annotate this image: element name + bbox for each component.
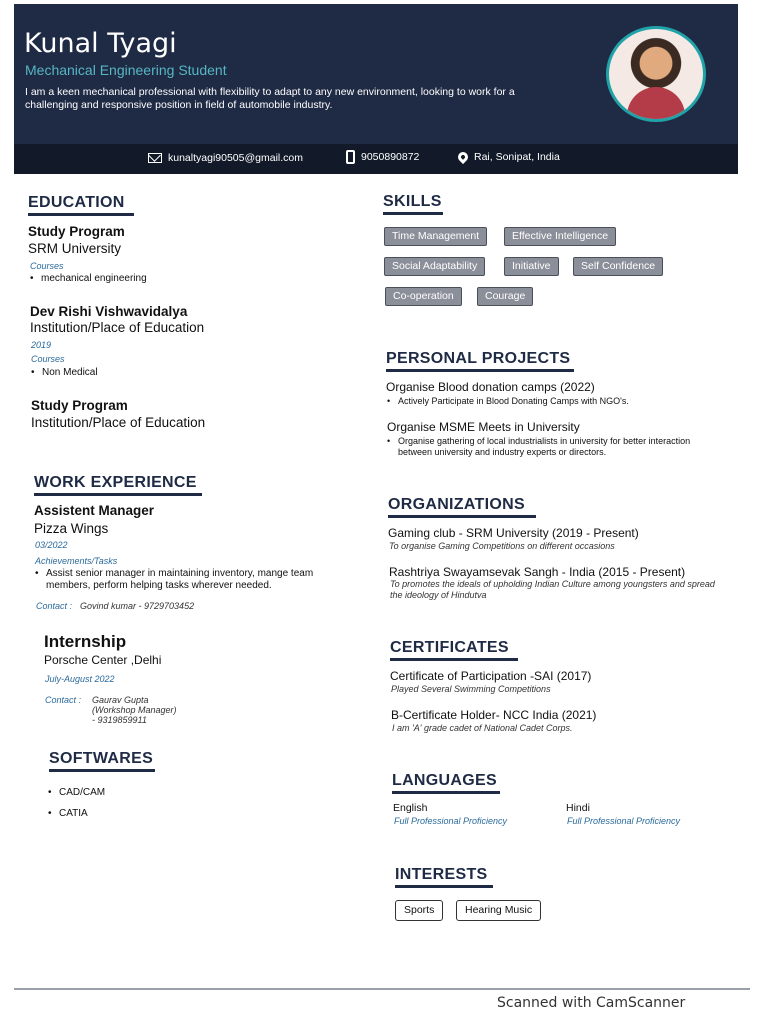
- edu-1-institution: SRM University: [28, 241, 122, 256]
- projects-heading: PERSONAL PROJECTS: [386, 350, 574, 372]
- softwares-heading: SOFTWARES: [49, 750, 155, 772]
- profile-photo: [606, 26, 706, 122]
- phone-text: 9050890872: [361, 151, 420, 163]
- job-2-contact-phone: - 9319859911: [92, 715, 147, 725]
- contact-email[interactable]: [148, 152, 303, 164]
- edu-1-title: Study Program: [28, 224, 125, 239]
- job-1-tasks-label: Achievements/Tasks: [35, 556, 118, 566]
- job-2-title: Internship: [44, 632, 127, 651]
- skill-tag: Initiative: [504, 257, 559, 276]
- resume-header: [14, 4, 738, 144]
- project-1-detail: • Actively Participate in Blood Donating Camps with NGO's.: [387, 396, 629, 407]
- org-2-title: Rashtriya Swayamsevak Sangh - India (2015 - Present): [389, 565, 686, 579]
- language-2-name: Hindi: [566, 802, 590, 814]
- edu-1-course: • mechanical engineering: [30, 273, 147, 285]
- edu-2-institution: Institution/Place of Education: [30, 320, 205, 335]
- project-2-title: Organise MSME Meets in University: [387, 420, 580, 434]
- job-1-task: • Assist senior manager in maintaining inventory, mange team members, perform helping tasks wherever needed.: [35, 568, 345, 592]
- location-pin-icon: [456, 150, 470, 164]
- work-heading: WORK EXPERIENCE: [34, 474, 202, 496]
- skills-heading: SKILLS: [383, 193, 443, 215]
- candidate-role: Mechanical Engineering Student: [25, 62, 227, 78]
- candidate-name: Kunal Tyagi: [24, 28, 177, 59]
- edu-2-title: Dev Rishi Vishwavidalya: [30, 304, 188, 319]
- skill-tag: Co-operation: [385, 287, 462, 306]
- language-2-level: Full Professional Proficiency: [567, 816, 681, 826]
- org-1-detail: To organise Gaming Competitions on different occasions: [389, 541, 615, 551]
- cert-2-title: B-Certificate Holder- NCC India (2021): [391, 708, 597, 722]
- job-1-date: 03/2022: [35, 540, 68, 550]
- job-1-contact: Govind kumar - 9729703452: [80, 601, 195, 611]
- profile-summary: I am a keen mechanical professional with flexibility to adapt to any new environment, looking to work for a challenging and responsive position in field of automobile industry.: [25, 86, 515, 111]
- certificates-heading: CERTIFICATES: [390, 639, 518, 661]
- language-1-name: English: [393, 802, 428, 814]
- software-item: • CAD/CAM: [48, 787, 105, 799]
- job-2-contact-label: Contact :: [45, 695, 82, 705]
- skill-tag: Social Adaptability: [384, 257, 485, 276]
- organizations-heading: ORGANIZATIONS: [388, 496, 536, 518]
- contact-location: [458, 151, 560, 163]
- edu-2-course: • Non Medical: [31, 367, 98, 379]
- edu-3-institution: Institution/Place of Education: [31, 415, 206, 430]
- contact-phone[interactable]: [346, 150, 419, 164]
- edu-2-courses-label: Courses: [31, 354, 65, 364]
- project-2-detail: • Organise gathering of local industrialists in university for better interaction between university and industry experts or directors.: [387, 436, 707, 458]
- footer-divider: [14, 988, 750, 990]
- interest-tag: Sports: [395, 900, 443, 921]
- interest-tag: Hearing Music: [456, 900, 541, 921]
- job-2-date: July-August 2022: [45, 674, 115, 684]
- skill-tag: Effective Intelligence: [504, 227, 616, 246]
- job-2-contact-role: (Workshop Manager): [92, 705, 177, 715]
- scanner-watermark: Scanned with CamScanner: [497, 995, 686, 1011]
- cert-1-title: Certificate of Participation -SAI (2017): [390, 669, 592, 683]
- edu-3-title: Study Program: [31, 398, 128, 413]
- org-2-detail: To promotes the ideals of upholding Indian Culture among youngsters and spread the ideology of Hindutva: [390, 579, 715, 600]
- phone-icon: [346, 150, 355, 164]
- edu-2-year: 2019: [31, 340, 52, 350]
- interests-heading: INTERESTS: [395, 866, 493, 888]
- job-2-contact-name: Gaurav Gupta: [92, 695, 149, 705]
- job-2-company: Porsche Center ,Delhi: [44, 653, 162, 667]
- languages-heading: LANGUAGES: [392, 772, 500, 794]
- education-heading: EDUCATION: [28, 194, 134, 216]
- edu-1-courses-label: Courses: [30, 261, 64, 271]
- envelope-icon: [148, 153, 162, 163]
- job-1-contact-label: Contact :: [36, 601, 73, 611]
- software-item: • CATIA: [48, 808, 88, 820]
- job-1-company: Pizza Wings: [34, 521, 109, 536]
- project-1-title: Organise Blood donation camps (2022): [386, 380, 595, 394]
- location-text: Rai, Sonipat, India: [474, 151, 560, 163]
- contact-bar: [14, 144, 738, 174]
- skill-tag: Self Confidence: [573, 257, 663, 276]
- skill-tag: Time Management: [384, 227, 487, 246]
- cert-2-detail: I am 'A' grade cadet of National Cadet Corps.: [392, 723, 573, 733]
- email-text: kunaltyagi90505@gmail.com: [168, 152, 303, 164]
- job-1-title: Assistent Manager: [34, 503, 155, 518]
- org-1-title: Gaming club - SRM University (2019 - Present): [388, 526, 639, 540]
- cert-1-detail: Played Several Swimming Competitions: [391, 684, 551, 694]
- skill-tag: Courage: [477, 287, 533, 306]
- language-1-level: Full Professional Proficiency: [394, 816, 508, 826]
